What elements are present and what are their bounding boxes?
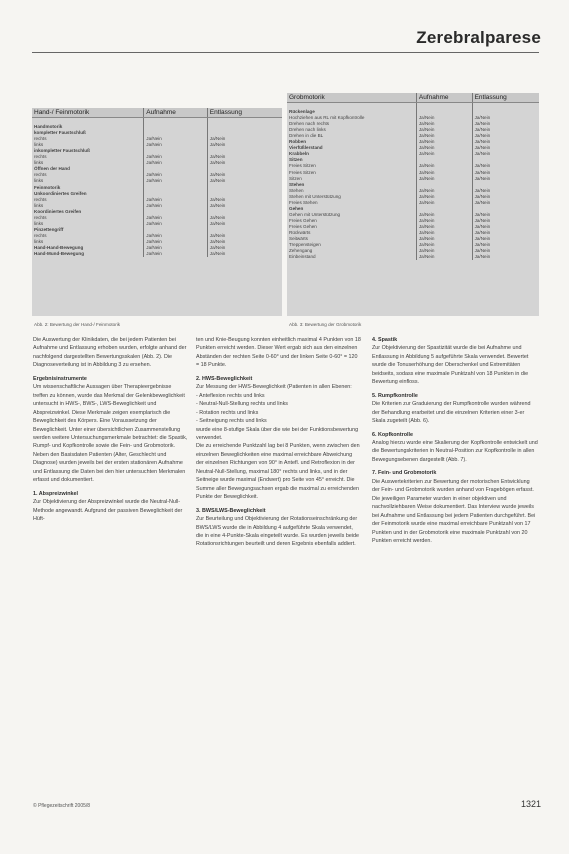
table-cell: Gehen mit Unterstützung — [287, 212, 417, 218]
table-cell: Ja/Nein — [209, 232, 226, 238]
table-cell: Ja/Nein — [144, 245, 208, 251]
table-cell: Ja/Nein — [144, 251, 208, 257]
table-cell: Ja/Nein — [474, 139, 491, 145]
column-header: Grobmotorik — [287, 93, 417, 102]
table-cell: inkompletter Faustschluß — [32, 148, 144, 154]
table-cell: Ja/Nein — [474, 229, 491, 235]
table-cell: Ja/Nein — [417, 224, 473, 230]
table-cell: Pinzettengriff — [32, 227, 144, 233]
table-cell: Ja/Nein — [474, 223, 491, 229]
table-cell: Ja/Nein — [417, 139, 473, 145]
table-cell: Einbeinstand — [287, 254, 417, 260]
table-cell: Treppensteigen — [287, 242, 417, 248]
table-cell: Ja/Nein — [209, 142, 226, 148]
paragraph: Die Auswertekriterien zur Bewertung der motorischen Entwicklung der Fein- und Grobmotorik wurden anhand von Fragebögen erfasst. Die jeweiligen Parameter wurden in einer objektiven und nachvollziehbaren Weise dokumentiert. Das Interview wurde jeweils bei Aufnahme und Entlassung bei jedem Patienten durchgeführt. Bei der Feinmotorik wurde eine maximal erreichbare Punktzahl von 17 Punkten und in der Grobmotorik eine maximale Punktzahl von 20 Punkten erreicht werden. — [372, 478, 536, 544]
table-right-caption: Abb. 3: Bewertung der Grobmotorik — [289, 322, 362, 327]
table-cell: Ja/Nein — [474, 127, 491, 133]
header-title: Zerebralparese — [416, 28, 541, 47]
paragraph: - Neutral-Null-Stellung rechts und links — [196, 401, 288, 408]
column-header: Aufnahme — [417, 93, 473, 102]
text-column-3 — [372, 336, 538, 545]
table-cell: Stehen — [287, 188, 417, 194]
table-cell: Ja/Nein — [417, 200, 473, 206]
table-cell: Ja/Nein — [417, 145, 473, 151]
paragraph: Die Auswertung der Klinikdaten, die bei jedem Patienten bei Aufnahme und Entlassung erhoben wurden, erfolgte anhand der nachfolgend dargestellten Bewertungsskalen (Abb. 2). Die Diagnoseverteilung ist in Abbildung 3 zu ersehen. — [33, 337, 187, 369]
paragraph: Die Kriterien zur Graduierung der Rumpfkontrolle wurden während der Behandlung erarbeitet und die einzelnen Kriterien einer 3-er Skala zugeteilt (Abb. 6). — [372, 401, 531, 425]
table-cell: Ja/Nein — [209, 172, 226, 178]
table-cell: Ja/Nein — [474, 242, 491, 248]
table-cell: Ja/Nein — [417, 242, 473, 248]
table-cell: kompletter Faustschluß — [32, 130, 144, 136]
table-cell: Ja/Nein — [417, 121, 473, 127]
table-cell: Ja/Nein — [144, 197, 208, 203]
table-cell: Koordiniertes Greifen — [32, 209, 144, 215]
column-header: Entlassung — [474, 94, 507, 101]
table-cell: Hand-Hand-Bewegung — [32, 245, 144, 251]
paragraph: Zur Objektivierung der Abspreizwinkel wurde die Neutral-Null-Methode angewandt. Aufgrund der passiven Beweglichkeit der Hüft- — [33, 499, 183, 523]
table-cell: Ja/Nein — [209, 251, 226, 257]
table-cell: Ja/Nein — [474, 211, 491, 217]
paragraph: Zur Messung der HWS-Beweglichkeit (Patienten in allen Ebenen: — [196, 384, 352, 391]
table-header — [32, 108, 282, 118]
table-cell: Hochziehen aus RL mit Kopfkontrolle — [287, 115, 417, 121]
table-cell: Robben — [287, 139, 417, 145]
section-heading: 4. Spastik — [372, 337, 398, 343]
table-cell: links — [32, 221, 144, 227]
table-cell: Öffnen der Hand — [32, 166, 144, 172]
table-cell: Ja/Nein — [144, 178, 208, 184]
table-cell: Ja/Nein — [209, 160, 226, 166]
table-cell: rechts — [32, 154, 144, 160]
table-cell: Ja/Nein — [474, 254, 491, 260]
table-header — [287, 93, 539, 103]
section-heading: 7. Fein- und Grobmotorik — [372, 470, 437, 477]
grobmotorik-table — [287, 93, 539, 316]
table-left-caption: Abb. 2: Bewertung der Hand-/ Feinmotorik — [34, 322, 121, 327]
table-cell: Ja/Nein — [474, 121, 491, 127]
table-cell: Zehengang — [287, 248, 417, 254]
table-cell: Drehen nach links — [287, 127, 417, 133]
table-cell: Ja/Nein — [417, 236, 473, 242]
paragraph: - Anteflexion rechts und links — [196, 392, 265, 399]
table-cell: Ja/Nein — [474, 115, 491, 121]
table-cell: Ja/Nein — [474, 248, 491, 254]
column-header: Entlassung — [209, 109, 242, 116]
paragraph: Analog hierzu wurde eine Skalierung der Kopfkontrolle entwickelt und die Bewertungskriterien in Neutral-Position zur Kopfkontrolle in allen Bewegungsebenen dargestellt (Abb. 7). — [372, 439, 538, 463]
table-cell: Ja/Nein — [417, 151, 473, 157]
table-cell: Ja/Nein — [209, 202, 226, 208]
column-header: Aufnahme — [144, 108, 208, 117]
table-cell: Sitzen — [287, 157, 417, 163]
table-cell: rechts — [32, 136, 144, 142]
table-cell: Rückenlage — [287, 109, 417, 115]
section-heading: 5. Rumpfkontrolle — [372, 392, 418, 399]
table-cell: Ja/Nein — [144, 215, 208, 221]
table-cell: Ja/Nein — [474, 193, 491, 199]
table-cell: Ja/Nein — [209, 214, 226, 220]
table-cell: Ja/Nein — [474, 145, 491, 151]
table-cell: Ja/Nein — [417, 115, 473, 121]
paragraph: Zur Beurteilung und Objektivierung der Rotationseinschränkung der BWS/LWS wurde die in Abbildung 4 aufgeführte Skala verwendet, die in eine 4-Punkte-Skala eingeteilt wurde. Es wurden jeweils beide Rotationsrichtungen beurteilt und deren Ergebnis ebenfalls addiert. — [196, 516, 360, 548]
table-cell: Ja/Nein — [144, 142, 208, 148]
text-column-2 — [196, 336, 361, 549]
table-cell: Drehen in die BL — [287, 133, 417, 139]
table-cell: rechts — [32, 197, 144, 203]
table-cell: Ja/Nein — [144, 221, 208, 227]
table-cell: Ja/Nein — [474, 133, 491, 139]
table-cell: rechts — [32, 215, 144, 221]
table-cell: Ja/Nein — [474, 151, 491, 157]
table-cell: Ja/Nein — [417, 248, 473, 254]
table-cell: links — [32, 239, 144, 245]
table-cell: Sitzen — [287, 176, 417, 182]
paragraph: Zur Objektivierung der Spastizität wurde die bei Aufnahme und Entlassung in Abbildung 5 aufgeführte Skala verwendet. Bewertet wurde die Tonuserhöhung der Oberschenkel und Extremitäten beidseits, sodass eine maximale Punktzahl von 18 Punkten in die Bewertung einfloss. — [372, 345, 529, 386]
section-heading: 3. BWS/LWS-Beweglichkeit — [196, 507, 266, 514]
table-row — [32, 251, 282, 257]
table-cell: Ja/Nein — [474, 199, 491, 205]
paragraph: Die zu erreichende Punktzahl lag bei 8 Punkten, wenn zwischen den einzelnen Beweglichkeiten eine maximal erreichbare Abweichung der einzelnen Richtungen von 90° in Antefl. und Retroflexion in der Neutral-Null-Stellung, maximal 180° rechts und links, und in der Seitneige wurde maximal (Endwert) pro Seite von 45° erreicht. Die Summe aller Bewegungsachsen ergab die maximal zu erreichenden Punkte der Beweglichkeit. — [196, 443, 360, 501]
hand-feinmotorik-table — [32, 108, 282, 316]
table-row — [287, 254, 539, 260]
table-cell: Freies Sitzen — [287, 163, 417, 169]
section-heading: 6. Kopfkontrolle — [372, 431, 414, 438]
column-header: Hand-/ Feinmotorik — [32, 108, 144, 117]
section-heading: Ergebnisinstrumente — [33, 375, 87, 382]
table-cell: Freies Stehen — [287, 200, 417, 206]
table-cell: Drehen nach rechts — [287, 121, 417, 127]
page-number: 1321 — [520, 799, 541, 809]
table-cell: Ja/Nein — [417, 133, 473, 139]
paragraph: Um wissenschaftliche Aussagen über Therapieergebnisse treffen zu können, wurde das Merkmal der Gelenkbeweglichkeit untersucht in HWS-, BWS-, LWS-Beweglichkeit und Abspreizwinkel. Diese Merkmale zeigen exemplarisch die Beweglichkeit des Körpers. Eine Voraussetzung der Beweglichkeit. Unter einer übersichtlichen Zusammenstellung werden weitere Untersuchungsmerkmale betrachtet: die Spastik, Rumpf- und Kopfkontrolle sowie die Fein- und Grobmotorik. — [33, 384, 188, 450]
table-cell: Ja/Nein — [417, 127, 473, 133]
table-cell: Ja/Nein — [209, 244, 226, 250]
footer-source: © Pflegezeitschrift 2005/8 — [33, 803, 91, 809]
paragraph: wurde eine 8-stufige Skala über die wie bei der Funktionsbewertung verwendet. — [196, 426, 359, 441]
table-cell: Ja/Nein — [417, 254, 473, 260]
section-heading: 2. HWS-Beweglichkeit — [196, 375, 253, 382]
table-cell: Stehen mit Unterstützung — [287, 194, 417, 200]
table-cell: Freies Gehen — [287, 218, 417, 224]
table-cell: Vierfüßlerstand — [287, 145, 417, 151]
table-cell: Ja/Nein — [417, 218, 473, 224]
table-cell: Stehen — [287, 182, 417, 188]
table-cell: Ja/Nein — [417, 194, 473, 200]
table-cell: Ja/Nein — [209, 220, 226, 226]
table-cell: Krabbeln — [287, 151, 417, 157]
table-cell: Hand-Mund-Bewegung — [32, 251, 144, 257]
table-cell: Ja/Nein — [209, 154, 226, 160]
table-cell: Unkoordiniertes Greifen — [32, 191, 144, 197]
table-cell: links — [32, 142, 144, 148]
table-cell: Ja/Nein — [474, 169, 491, 175]
table-cell: Seitwärts — [287, 236, 417, 242]
table-cell: Ja/Nein — [474, 236, 491, 242]
table-cell: Ja/Nein — [209, 178, 226, 184]
table-cell: links — [32, 178, 144, 184]
table-cell: Ja/Nein — [209, 136, 226, 142]
table-cell: Ja/Nein — [144, 239, 208, 245]
table-cell: Feinmotorik — [32, 185, 144, 191]
table-cell: Ja/Nein — [144, 172, 208, 178]
table-cell: Gehen — [287, 206, 417, 212]
table-cell: links — [32, 203, 144, 209]
table-cell: Ja/Nein — [417, 188, 473, 194]
section-heading: 1. Abspreizwinkel — [33, 490, 79, 497]
table-cell: Ja/Nein — [417, 163, 473, 169]
table-cell: Ja/Nein — [474, 187, 491, 193]
table-cell: Ja/Nein — [417, 170, 473, 176]
table-cell: Freies Sitzen — [287, 170, 417, 176]
header-rule — [32, 52, 539, 53]
table-cell: Handmotorik — [32, 124, 144, 130]
table-cell: Ja/Nein — [144, 233, 208, 239]
table-cell: Ja/Nein — [474, 163, 491, 169]
table-cell: Ja/Nein — [209, 238, 226, 244]
table-cell: links — [32, 160, 144, 166]
table-cell: Ja/Nein — [474, 217, 491, 223]
table-cell: Ja/Nein — [209, 196, 226, 202]
paragraph: - Seitneigung rechts und links — [196, 418, 267, 425]
table-cell: Ja/Nein — [474, 175, 491, 181]
table-cell: Ja/Nein — [144, 203, 208, 209]
text-column-1 — [33, 336, 188, 524]
paragraph: Neben den Basisdaten Patienten (Alter, Geschlecht und Diagnose) wurden jeweils bei der ersten stationären Aufnahme und Entlassung die Daten bei den hier untersuchten Merkmalen erfasst und dokumentiert. — [33, 451, 186, 484]
table-cell: Ja/Nein — [144, 160, 208, 166]
table-cell: rechts — [32, 172, 144, 178]
table-cell: Rückwärts — [287, 230, 417, 236]
table-cell: Freies Gehen — [287, 224, 417, 230]
table-cell: Ja/Nein — [144, 136, 208, 142]
table-cell: Ja/Nein — [417, 230, 473, 236]
table-cell: Ja/Nein — [144, 154, 208, 160]
paragraph: ten und Knie-Beugung konnten einheitlich maximal 4 Punkten von 18 Punkten erreicht werden. Dieser Wert ergab sich aus den einzelnen Abständen der rechten Seite 0-60° und der linken Seite 0-60° = 120 = 18 Punkte. — [196, 337, 361, 369]
table-cell: Ja/Nein — [417, 212, 473, 218]
paragraph: - Rotation rechts und links — [196, 409, 259, 416]
table-cell: rechts — [32, 233, 144, 239]
table-cell: Ja/Nein — [417, 176, 473, 182]
